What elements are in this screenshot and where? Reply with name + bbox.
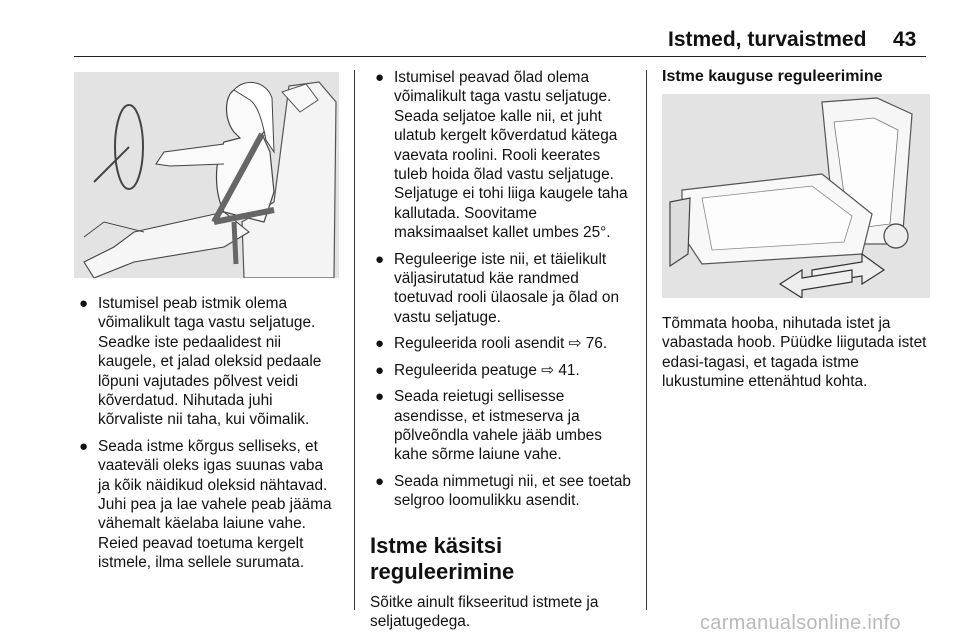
section-heading: Istme käsitsi reguleerimine <box>370 532 515 584</box>
driver-seating-illustration <box>74 72 339 278</box>
subsection-heading: Istme kauguse reguleerimine <box>662 68 883 85</box>
list-item: ● Seada reietugi sellisesse asendisse, et istmeserva ja põlveõndla vahele jääb umbes kahe sõrme laiune vahe. <box>375 388 602 464</box>
seat-adjustment-illustration <box>662 94 930 298</box>
column-divider-left <box>354 70 355 610</box>
page-header-title: Istmed, turvaistmed <box>668 28 867 51</box>
page-number: 43 <box>893 28 917 51</box>
middle-column <box>370 68 635 631</box>
watermark-text: carmanualsonline.info <box>700 612 901 634</box>
list-item: ● Istumisel peab istmik olema võimalikult taga vastu seljatuge. Seadke iste pedaalidest nii kaugele, et jalad oleksid pedaale lõpuni vajutades põlvest veidi kõverdatud. Nihutada juhi kõrvaliste nii taha, kui võimalik. <box>79 295 322 429</box>
list-item: ● Seada istme kõrgus selliseks, et vaateväli oleks igas suunas vaba ja kõik näidikud oleksid nähtavad. Juhi pea ja lae vahele peab jääma vähemalt käelaba laiune vahe. Reied peavad toetuma kergelt istmele, ilma sellele surumata. <box>79 437 332 572</box>
list-item: ● Seada nimmetugi nii, et see toetab selgroo loomulikku asendit. <box>375 472 631 510</box>
section-text: Sõitke ainult fikseeritud istmete ja seljatugedega. <box>370 593 599 630</box>
instruction-text: Tõmmata hooba, nihutada istet ja vabastada hoob. Püüdke liigutada istet edasi-tagasi, et tagada istme lukustumine ettenähtud kohta. <box>662 315 927 391</box>
list-item: ● Reguleerida peatuge ⇨ 41. <box>375 361 580 379</box>
left-column <box>74 72 339 580</box>
right-column <box>662 68 930 392</box>
list-item: ● Istumisel peavad õlad olema võimalikult taga vastu seljatuge. Seada seljatoe kalle nii, et juht ulatub kergelt kõverdatud kätega vaevata roolini. Rooli keerates tuleb hoida õlad vastu seljatuge. Seljatuge ei tohi liiga kaugele taha kallutada. Soovitame maksimaalset kallet umbes 25°. <box>375 69 628 242</box>
list-item: ● Reguleerige iste nii, et täielikult väljasirutatud käe randmed toetuvad rooli ülaosale ja õlad on vastu seljatuge. <box>375 250 620 326</box>
header-rule <box>74 56 926 57</box>
list-item: ● Reguleerida rooli asendit ⇨ 76. <box>375 335 608 353</box>
column-divider-right <box>646 70 647 610</box>
